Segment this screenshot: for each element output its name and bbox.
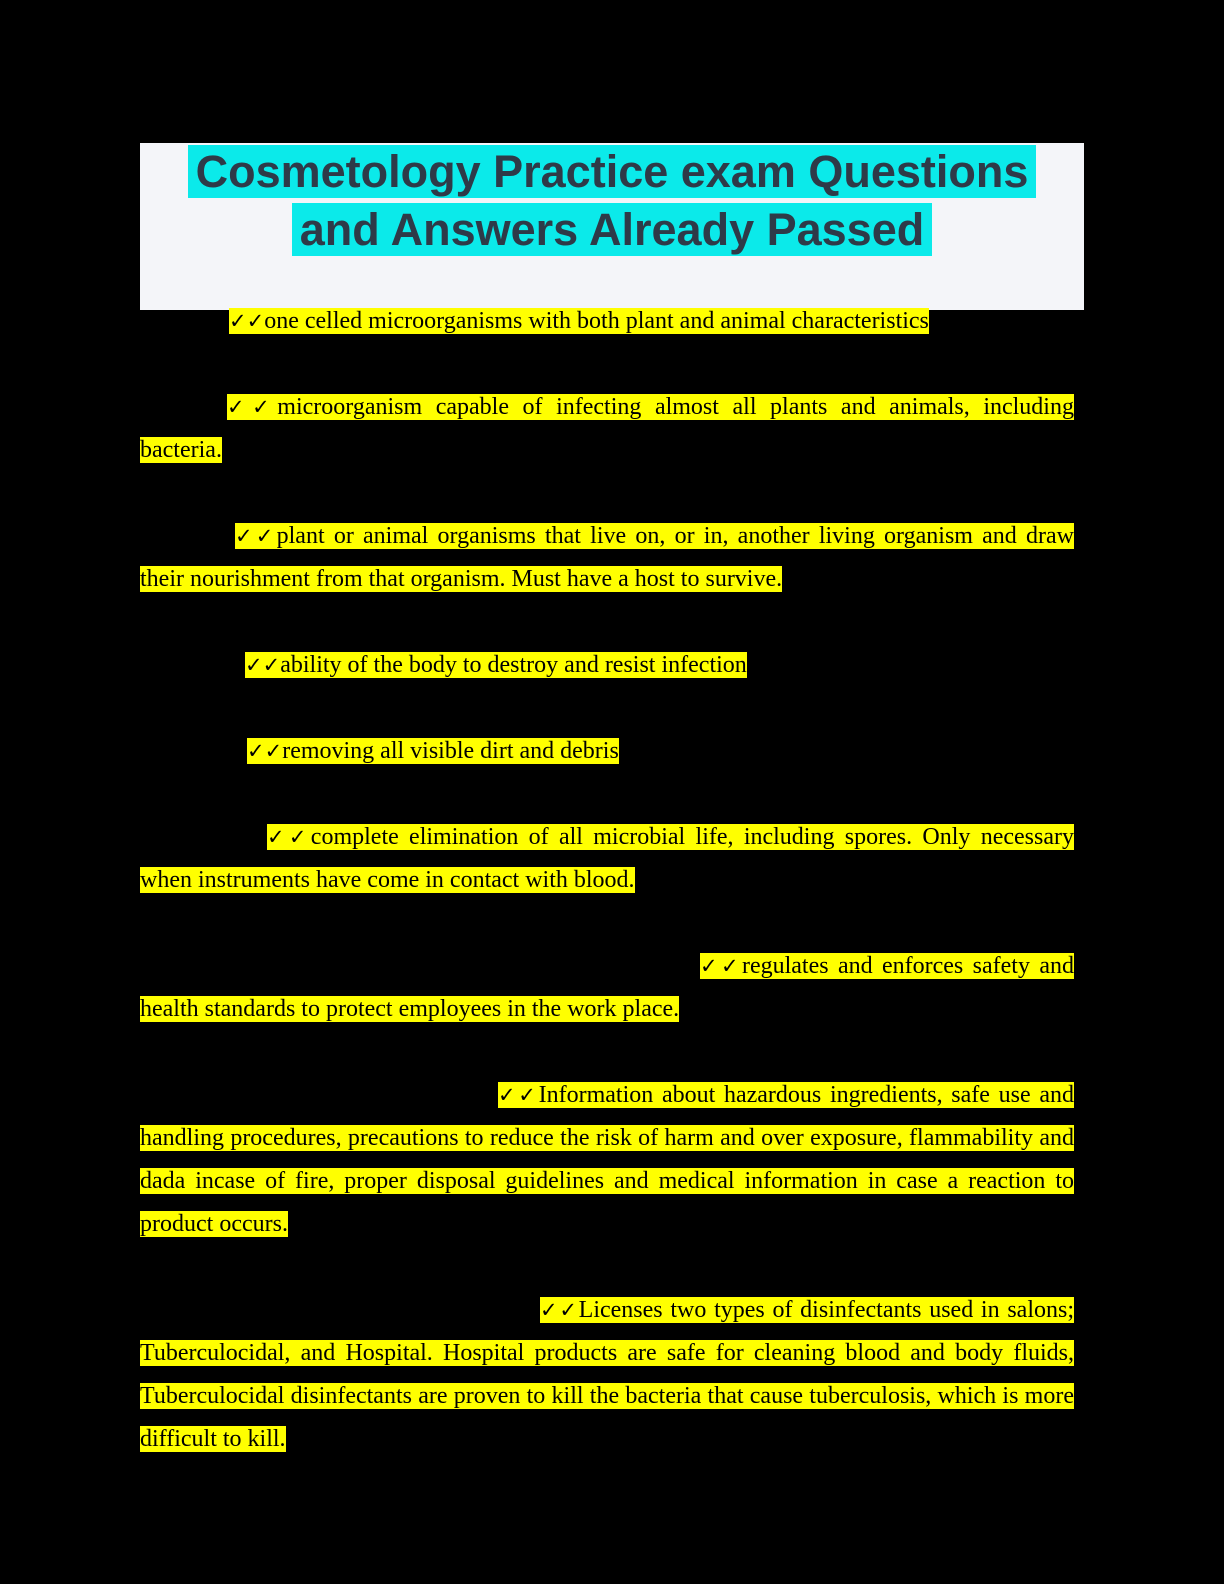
highlighted-answer: [247, 738, 619, 764]
double-check-icon: ✓✓: [498, 1083, 539, 1107]
double-check-icon: ✓✓: [235, 524, 277, 548]
highlighted-answer: [140, 953, 1074, 1022]
answer-text: one celled microorganisms with both plant and animal characteristics: [264, 308, 929, 334]
qa-paragraph-4: [140, 644, 1074, 687]
qa-paragraph-8: [140, 1074, 1074, 1246]
page-title-line2: and Answers Already Passed: [292, 203, 932, 256]
double-check-icon: ✓✓: [700, 954, 742, 978]
title-header: [140, 143, 1084, 310]
qa-paragraph-7: [140, 945, 1074, 1031]
answer-text: ability of the body to destroy and resist infection: [280, 652, 747, 678]
answer-text: Information about hazardous ingredients, safe use and handling procedures, precautions to reduce the risk of harm and over exposure, flammability and dada incase of fire, proper disposal guidelines and medical information in case a reaction to product occurs.: [140, 1082, 1074, 1237]
highlighted-answer: [245, 652, 747, 678]
answer-text: removing all visible dirt and debris: [282, 738, 619, 764]
answer-text: microorganism capable of infecting almost all plants and animals, including bacteria.: [140, 394, 1074, 463]
highlighted-answer: [140, 1082, 1074, 1237]
highlighted-answer: [140, 824, 1074, 893]
page-title-line1: Cosmetology Practice exam Questions: [188, 145, 1037, 198]
double-check-icon: ✓✓: [227, 395, 278, 419]
highlighted-answer: [140, 394, 1074, 463]
title-row-1: [140, 143, 1084, 201]
double-check-icon: ✓✓: [247, 739, 283, 763]
answer-text: regulates and enforces safety and health standards to protect employees in the work place.: [140, 953, 1074, 1022]
qa-paragraph-3: [140, 515, 1074, 601]
answer-text: Licenses two types of disinfectants used in salons; Tuberculocidal, and Hospital. Hospital products are safe for cleaning blood and body fluids, Tuberculocidal disinfectants are proven to kill the bacteria that cause tuberculosis, which is more difficult to kill.: [140, 1297, 1074, 1452]
qa-paragraph-2: [140, 386, 1074, 472]
highlighted-answer: [140, 523, 1074, 592]
qa-paragraph-5: [140, 730, 1074, 773]
qa-paragraph-9: [140, 1289, 1074, 1461]
highlighted-answer: [229, 308, 929, 334]
answer-text: complete elimination of all microbial life, including spores. Only necessary when instruments have come in contact with blood.: [140, 824, 1074, 893]
qa-content: [140, 300, 1074, 1504]
answer-text: plant or animal organisms that live on, or in, another living organism and draw their nourishment from that organism. Must have a host to survive.: [140, 523, 1074, 592]
qa-paragraph-6: [140, 816, 1074, 902]
double-check-icon: ✓✓: [229, 309, 265, 333]
qa-paragraph-1: [140, 300, 1074, 343]
double-check-icon: ✓✓: [267, 825, 311, 849]
title-row-2: [140, 201, 1084, 259]
double-check-icon: ✓✓: [540, 1298, 579, 1322]
highlighted-answer: [140, 1297, 1074, 1452]
double-check-icon: ✓✓: [245, 653, 281, 677]
